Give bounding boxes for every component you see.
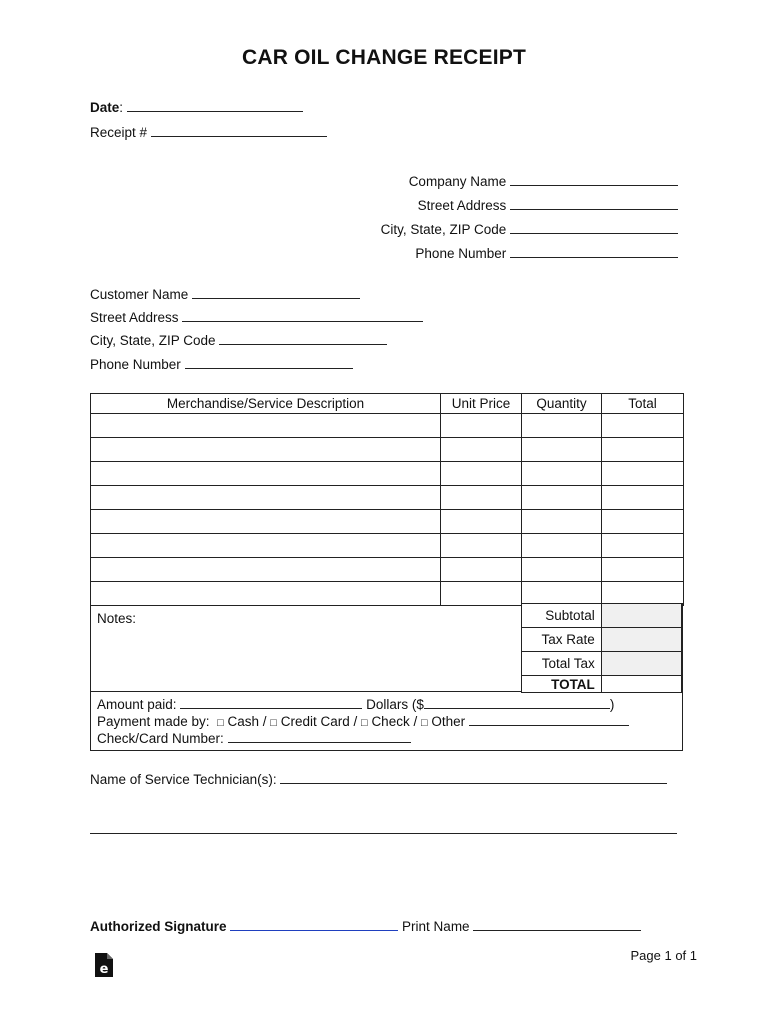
company-city-blank[interactable] — [510, 221, 678, 234]
quantity-cell[interactable] — [522, 462, 602, 486]
technician-blank[interactable] — [280, 771, 667, 784]
total-cell[interactable] — [602, 486, 684, 510]
other-blank[interactable] — [469, 713, 629, 726]
amount-paid-row — [97, 696, 614, 713]
total-tax-row — [522, 652, 682, 676]
table-row — [91, 438, 684, 462]
total-cell[interactable] — [602, 438, 684, 462]
customer-city-blank[interactable] — [219, 332, 387, 345]
company-street-row — [418, 197, 678, 214]
customer-phone-row — [90, 356, 353, 373]
dollars-blank[interactable] — [424, 696, 610, 709]
company-name-label: Company Name — [408, 174, 507, 189]
signature-blank[interactable] — [230, 918, 398, 931]
table-row — [91, 486, 684, 510]
company-city-label: City, State, ZIP Code — [380, 222, 507, 237]
quantity-cell[interactable] — [522, 558, 602, 582]
notes-label: Notes: — [97, 611, 137, 626]
check-label: Check / — [371, 714, 418, 729]
quantity-cell[interactable] — [522, 414, 602, 438]
customer-city-label: City, State, ZIP Code — [90, 333, 216, 348]
total-tax-label: Total Tax — [522, 652, 602, 676]
print-name-label: Print Name — [402, 919, 470, 934]
description-cell[interactable] — [91, 510, 441, 534]
description-cell[interactable] — [91, 414, 441, 438]
amount-paid-blank[interactable] — [180, 696, 362, 709]
customer-street-label: Street Address — [90, 310, 179, 325]
table-row — [91, 534, 684, 558]
customer-street-row — [90, 309, 423, 326]
header-description: Merchandise/Service Description — [91, 394, 441, 414]
credit-card-label: Credit Card / — [280, 714, 358, 729]
summary-table — [521, 603, 682, 693]
receipt-number-blank[interactable] — [151, 124, 327, 137]
unit-price-cell[interactable] — [441, 438, 522, 462]
total-label: TOTAL — [522, 676, 602, 693]
unit-price-cell[interactable] — [441, 414, 522, 438]
tax-rate-label: Tax Rate — [522, 628, 602, 652]
cash-checkbox[interactable]: □ — [217, 717, 224, 729]
credit-card-checkbox[interactable]: □ — [270, 717, 277, 729]
total-value[interactable] — [601, 676, 681, 693]
print-name-blank[interactable] — [473, 918, 641, 931]
unit-price-cell[interactable] — [441, 462, 522, 486]
document-title: CAR OIL CHANGE RECEIPT — [241, 46, 527, 69]
unit-price-cell[interactable] — [441, 486, 522, 510]
total-cell[interactable] — [602, 582, 684, 606]
subtotal-row — [522, 604, 682, 628]
authorized-signature-label: Authorized Signature — [90, 919, 227, 934]
payment-section — [90, 692, 683, 751]
total-cell[interactable] — [602, 558, 684, 582]
check-number-row — [97, 730, 411, 747]
table-row — [91, 462, 684, 486]
svg-text:e: e — [99, 962, 109, 977]
technician-blank-line-2[interactable] — [90, 833, 677, 834]
dollars-close: ) — [609, 697, 615, 712]
unit-price-cell[interactable] — [441, 582, 522, 606]
description-cell[interactable] — [91, 462, 441, 486]
description-cell[interactable] — [91, 534, 441, 558]
receipt-number-label: Receipt # — [90, 125, 148, 140]
table-row — [91, 558, 684, 582]
signature-row — [90, 918, 641, 935]
page-number: Page 1 of 1 — [630, 948, 697, 963]
payment-made-by-label: Payment made by: — [97, 714, 210, 729]
amount-paid-label: Amount paid: — [97, 697, 177, 712]
receipt-number-row — [90, 124, 327, 141]
total-cell[interactable] — [602, 534, 684, 558]
check-number-blank[interactable] — [228, 730, 411, 743]
date-label: Date — [90, 100, 120, 115]
quantity-cell[interactable] — [522, 510, 602, 534]
company-city-row — [381, 221, 678, 238]
customer-city-row — [90, 332, 387, 349]
total-row — [522, 676, 682, 693]
tax-rate-row — [522, 628, 682, 652]
total-cell[interactable] — [602, 510, 684, 534]
company-street-label: Street Address — [417, 198, 507, 213]
description-cell[interactable] — [91, 438, 441, 462]
table-row — [91, 414, 684, 438]
total-cell[interactable] — [602, 414, 684, 438]
total-cell[interactable] — [602, 462, 684, 486]
date-blank[interactable] — [127, 99, 303, 112]
items-table — [90, 393, 684, 606]
date-field-row: Date: — [90, 99, 303, 116]
unit-price-cell[interactable] — [441, 558, 522, 582]
items-header-row — [91, 394, 684, 414]
company-street-blank[interactable] — [510, 197, 678, 210]
quantity-cell[interactable] — [522, 438, 602, 462]
quantity-cell[interactable] — [522, 582, 602, 606]
company-name-blank[interactable] — [510, 173, 678, 186]
payment-method-row — [97, 713, 629, 731]
dollars-label: Dollars ($ — [366, 697, 424, 712]
quantity-cell[interactable] — [522, 534, 602, 558]
description-cell[interactable] — [91, 558, 441, 582]
header-total: Total — [602, 394, 684, 414]
company-phone-row — [415, 245, 678, 262]
check-checkbox[interactable]: □ — [361, 717, 368, 729]
header-unit-price: Unit Price — [441, 394, 522, 414]
notes-summary-section — [90, 603, 683, 692]
eforms-logo-icon — [94, 952, 114, 978]
company-name-row — [409, 173, 678, 190]
technician-row — [90, 771, 667, 788]
unit-price-cell[interactable] — [441, 534, 522, 558]
subtotal-label: Subtotal — [522, 604, 602, 628]
description-cell[interactable] — [91, 582, 441, 606]
header-quantity: Quantity — [522, 394, 602, 414]
company-phone-blank[interactable] — [510, 245, 678, 258]
customer-street-blank[interactable] — [182, 309, 423, 322]
tax-rate-value[interactable] — [601, 628, 681, 652]
total-tax-value[interactable] — [601, 652, 681, 676]
technician-label: Name of Service Technician(s): — [90, 772, 277, 787]
unit-price-cell[interactable] — [441, 510, 522, 534]
other-label: Other — [431, 714, 466, 729]
description-cell[interactable] — [91, 486, 441, 510]
table-row — [91, 510, 684, 534]
customer-phone-blank[interactable] — [185, 356, 353, 369]
check-number-label: Check/Card Number: — [97, 731, 224, 746]
quantity-cell[interactable] — [522, 486, 602, 510]
cash-label: Cash / — [227, 714, 267, 729]
other-checkbox[interactable]: □ — [420, 717, 428, 729]
customer-name-row — [90, 286, 360, 303]
subtotal-value[interactable] — [601, 604, 681, 628]
customer-name-label: Customer Name — [90, 287, 189, 302]
customer-phone-label: Phone Number — [90, 357, 181, 372]
company-phone-label: Phone Number — [415, 246, 507, 261]
customer-name-blank[interactable] — [192, 286, 360, 299]
table-row — [91, 582, 684, 606]
